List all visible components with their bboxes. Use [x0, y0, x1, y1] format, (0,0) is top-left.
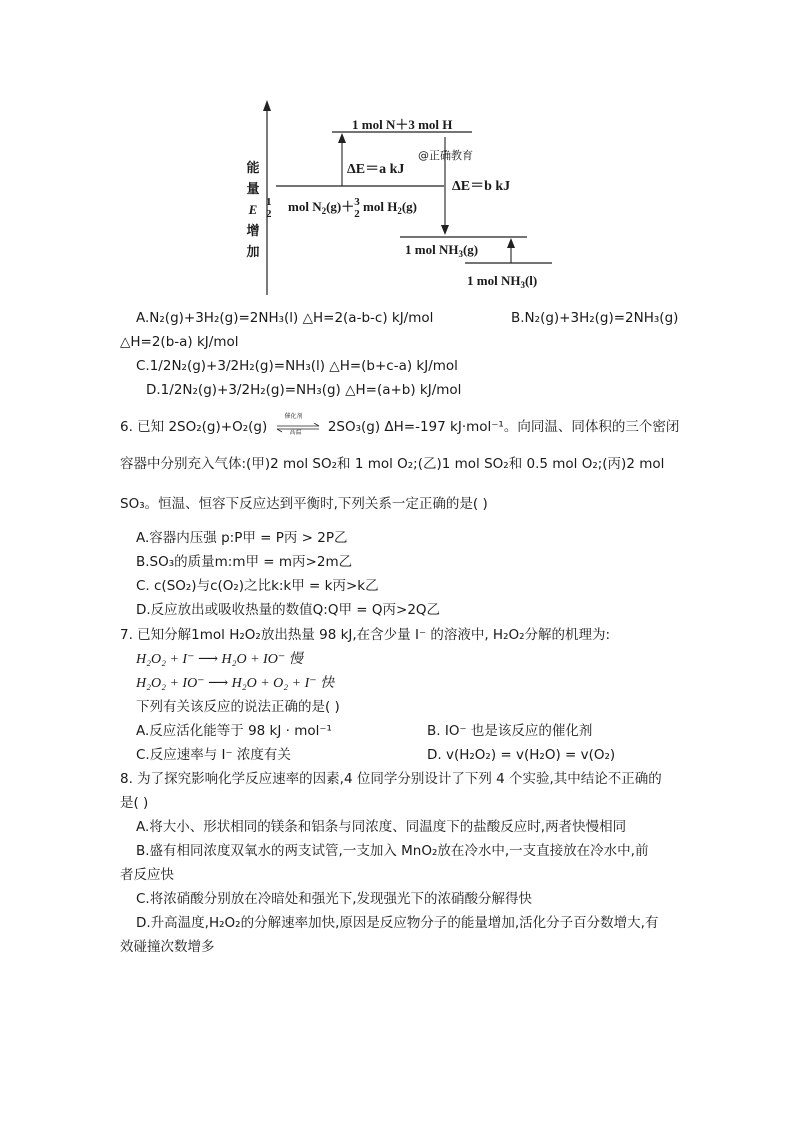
axis-char: 增: [246, 223, 260, 238]
q8-option-d-cont: 效碰撞次数增多: [120, 939, 215, 955]
q7-step2: H₂O₂ + IO⁻ ⟶ H₂O + O₂ + I⁻ 快: [136, 676, 335, 691]
q6-stem-line2: 容器中分别充入气体:(甲)2 mol SO₂和 1 mol O₂;(乙)1 mol SO₂和 0.5 mol O₂;(丙)2 mol: [120, 456, 665, 472]
level-reactants-label: 1 2 mol $N_2(g)+3$ 2 mol $H_2(g)$: [266, 196, 417, 220]
q8-option-b: B.盛有相同浓度双氧水的两支试管,一支加入 MnO₂放在冷水中,一支直接放在冷水中,前: [136, 843, 649, 859]
q7-option-d: D. v(H₂O₂) = v(H₂O) = v(O₂): [427, 747, 616, 763]
level-top-label: 1 mol N＋3 mol H: [352, 117, 453, 132]
axis-char: 量: [246, 181, 260, 196]
q6-option-b: B.SO₃的质量m:m甲 = m丙>2m乙: [136, 554, 353, 570]
q7-question: 下列有关该反应的说法正确的是( ): [136, 699, 340, 715]
equilibrium-arrow: 催化剂 高温: [275, 417, 321, 435]
axis-char: 加: [246, 244, 260, 259]
axis-char: 能: [246, 160, 260, 175]
q5-option-b: B.N₂(g)+3H₂(g)=2NH₃(g): [511, 310, 679, 326]
delta-a-label: ΔE＝a kJ: [347, 162, 405, 177]
q7-option-b: B. IO⁻ 也是该反应的催化剂: [427, 723, 593, 739]
q7-stem: 7. 已知分解1mol H₂O₂放出热量 98 kJ,在含少量 I⁻ 的溶液中, H₂O₂分解的机理为:: [120, 627, 611, 643]
level-nh3-liquid-label: 1 mol $NH_3(l)$: [467, 273, 538, 290]
q6-option-d: D.反应放出或吸收热量的数值Q:Q甲 = Q丙>2Q乙: [136, 602, 441, 618]
q5-option-c: C.1/2N₂(g)+3/2H₂(g)=NH₃(l) △H=(b+c-a) kJ/mol: [136, 358, 458, 374]
q7-option-a: A.反应活化能等于 98 kJ · mol⁻¹: [136, 723, 332, 739]
axis-label: [245, 157, 261, 262]
q8-option-b-cont: 者反应快: [120, 867, 174, 883]
q5-option-a: A.N₂(g)+3H₂(g)=2NH₃(l) △H=2(a-b-c) kJ/mol: [136, 310, 434, 326]
q6-option-c: C. c(SO₂)与c(O₂)之比k:k甲 = k丙>k乙: [136, 578, 379, 594]
q8-stem-line2: 是( ): [120, 795, 149, 811]
axis-char: E: [248, 202, 258, 217]
watermark: @正确教育: [418, 149, 473, 162]
q7-step1: H₂O₂ + I⁻ ⟶ H₂O + IO⁻ 慢: [136, 652, 303, 667]
q8-option-c: C.将浓硝酸分别放在冷暗处和强光下,发现强光下的浓硝酸分解得快: [136, 891, 533, 907]
q6-option-a: A.容器内压强 p:P甲 = P丙 > 2P乙: [136, 530, 348, 546]
q6-stem-line3: SO₃。恒温、恒容下反应达到平衡时,下列关系一定正确的是( ): [120, 496, 488, 512]
level-nh3-gas-label: 1 mol $NH_3(g)$: [405, 242, 479, 259]
q6-stem-line1: 6. 已知 2SO₂(g)+O₂(g) 催化剂 高温 2SO₃(g) ΔH=-197 kJ·mol⁻¹。向同温、同体积的三个密闭: [120, 413, 680, 436]
q5-option-b-cont: △H=2(b-a) kJ/mol: [120, 334, 239, 350]
q7-option-c: C.反应速率与 I⁻ 浓度有关: [136, 747, 291, 763]
q8-stem-line1: 8. 为了探究影响化学反应速率的因素,4 位同学分别设计了下列 4 个实验,其中结论不正确的: [120, 771, 662, 787]
q8-option-a: A.将大小、形状相同的镁条和铝条与同浓度、同温度下的盐酸反应时,两者快慢相同: [136, 819, 627, 835]
delta-b-label: ΔE＝b kJ: [452, 179, 511, 194]
q8-option-d: D.升高温度,H₂O₂的分解速率加快,原因是反应物分子的能量增加,活化分子百分数增大,有: [136, 915, 659, 931]
q5-option-d: D.1/2N₂(g)+3/2H₂(g)=NH₃(g) △H=(a+b) kJ/mol: [146, 382, 462, 398]
